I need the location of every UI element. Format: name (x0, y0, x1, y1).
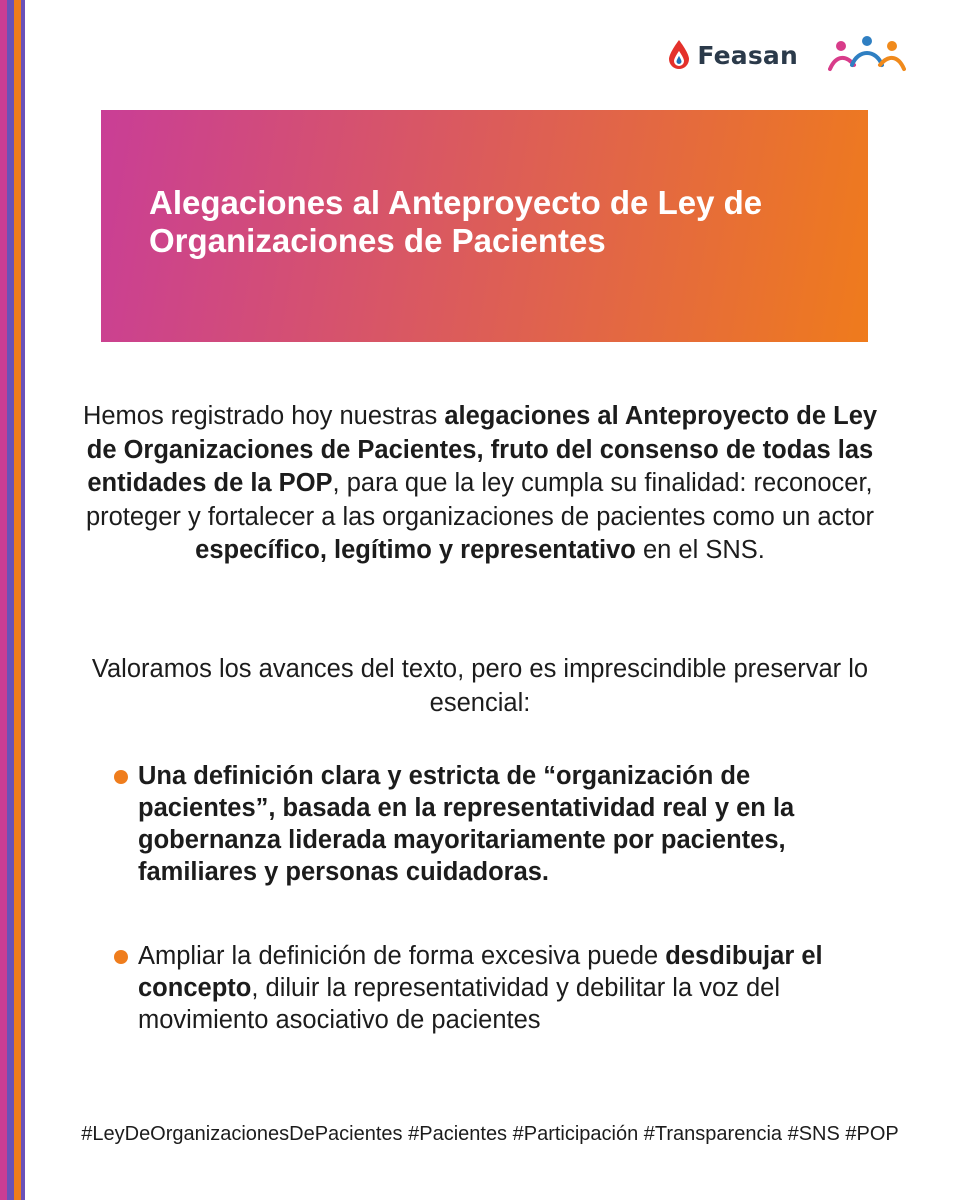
people-group-logo (828, 35, 906, 75)
feasan-logo-text: Feasan (697, 40, 798, 70)
side-color-stripes (0, 0, 28, 1200)
bullet-dot-icon (114, 770, 128, 784)
magenta-stripe (0, 0, 7, 1200)
intro-text-1: Hemos registrado hoy nuestras (82, 402, 445, 430)
bullet-item-bold: desdibujar el concepto (138, 942, 823, 1002)
hashtags-footer: #LeyDeOrganizacionesDePacientes #Pacientes #Participación #Transparencia #SNS #POP (81, 1123, 899, 1145)
intro-bold-2: específico, legítimo y representativo (195, 536, 636, 564)
purple-thin-stripe (21, 0, 25, 1200)
bullet-item-text-2: , diluir la representatividad y debilitar la voz del movimiento asociativo de pacientes (138, 974, 781, 1034)
bullet-item-text-1: Ampliar la definición de forma excesiva puede (138, 942, 666, 970)
orange-stripe (14, 0, 21, 1200)
title-banner (101, 110, 868, 342)
logo-bar (667, 30, 906, 80)
intro-text-2: , para que la ley cumpla su finalidad: reconocer, proteger y fortalecer a las organizaciones de pacientes como un actor (85, 469, 875, 531)
intro-text-3: en el SNS. (635, 536, 765, 564)
bullet-list (112, 760, 872, 1036)
blood-drop-icon (667, 39, 691, 71)
intro-bold-1: alegaciones al Anteproyecto de Ley de Organizaciones de Pacientes, fruto del consenso de todas las entidades de la POP (86, 402, 878, 497)
people-group-icon (828, 35, 906, 75)
bullet-item-warning (112, 940, 872, 1036)
lead-paragraph: Valoramos los avances del texto, pero es imprescindible preservar lo esencial: (91, 655, 869, 717)
intro-paragraph (80, 400, 880, 568)
purple-stripe (7, 0, 14, 1200)
feasan-logo (667, 39, 798, 71)
bullet-item-definition (112, 760, 872, 888)
bullet-dot-icon (114, 950, 128, 964)
bullet-item-text: Una definición clara y estricta de “organización de pacientes”, basada en la representatividad real y en la gobernanza liderada mayoritariamente por pacientes, familiares y personas cuidadoras. (138, 762, 795, 886)
banner-title: Alegaciones al Anteproyecto de Ley de Organizaciones de Pacientes (149, 184, 763, 259)
